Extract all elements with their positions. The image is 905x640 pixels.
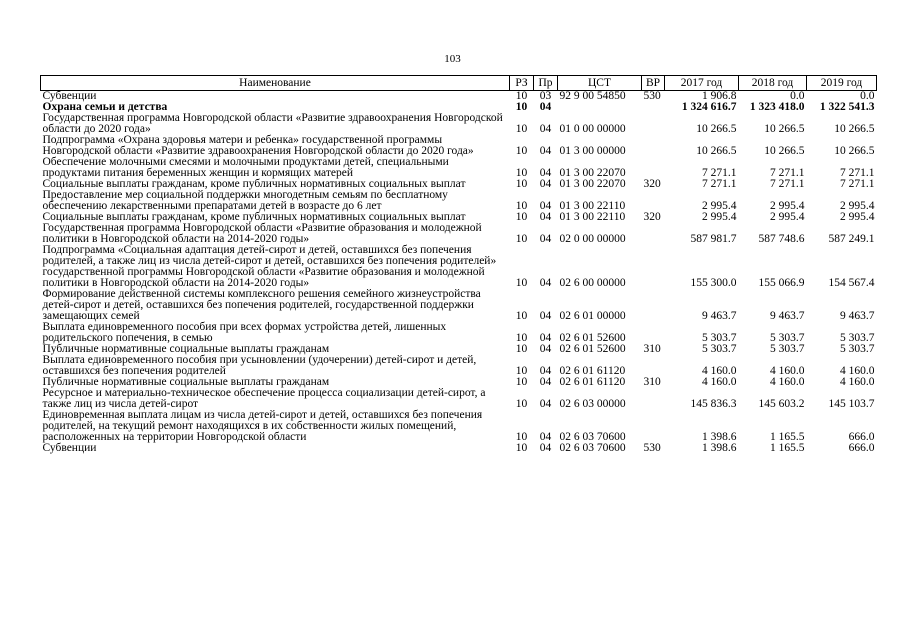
budget-table [40, 75, 877, 454]
cell-rz: 10 [515, 442, 528, 454]
cell-vr [642, 190, 665, 212]
table-row [41, 355, 877, 377]
cell-2017: 5 303.7 [702, 332, 737, 344]
cell-2017: 1 398.6 [702, 442, 737, 454]
cell-pr: 04 [539, 123, 552, 135]
cell-name: Социальные выплаты гражданам, кроме публичных нормативных социальных выплат [42, 211, 466, 223]
cell-2017: 1 324 616.7 [681, 101, 737, 113]
column-header-2018: 2018 год [739, 76, 807, 91]
cell-2018: 4 160.0 [770, 376, 805, 388]
cell-pr: 04 [539, 310, 552, 322]
table-row [41, 245, 877, 289]
cell-2019: 9 463.7 [840, 310, 875, 322]
cell-2018: 10 266.5 [764, 123, 805, 135]
cell-2017: 587 981.7 [690, 233, 737, 245]
cell-2018: 0.0 [790, 90, 805, 102]
cell-cst: 01 0 00 00000 [559, 123, 626, 135]
cell-pr: 04 [539, 376, 552, 388]
cell-pr: 04 [539, 431, 552, 443]
cell-name: Социальные выплаты гражданам, кроме публичных нормативных социальных выплат [42, 178, 466, 190]
cell-2018: 1 165.5 [770, 442, 805, 454]
table-row [41, 135, 877, 157]
cell-cst: 02 6 03 70600 [559, 431, 626, 443]
cell-pr: 04 [539, 277, 552, 289]
cell-2018: 5 303.7 [770, 343, 805, 355]
table-row [41, 410, 877, 443]
cell-cst: 02 0 00 00000 [559, 233, 626, 245]
cell-name: Выплата единовременного пособия при усыновлении (удочерении) детей-сирот и детей, оставшихся без попечения родителей [42, 354, 477, 377]
cell-pr: 04 [539, 145, 552, 157]
column-header-name: Наименование [41, 76, 510, 91]
cell-vr: 530 [643, 442, 661, 454]
cell-pr: 04 [539, 101, 552, 113]
cell-2018: 5 303.7 [770, 332, 805, 344]
table-row [41, 157, 877, 179]
cell-2018: 7 271.1 [770, 167, 805, 179]
cell-2019: 154 567.4 [828, 277, 875, 289]
cell-2019: 2 995.4 [840, 200, 875, 212]
column-header-cst: ЦСТ [558, 76, 642, 91]
cell-rz: 10 [515, 90, 528, 102]
cell-2018: 4 160.0 [770, 365, 805, 377]
cell-rz: 10 [515, 310, 528, 322]
cell-2017: 4 160.0 [702, 376, 737, 388]
cell-name: Предоставление мер социальной поддержки многодетным семьям по бесплатному обеспечению лекарственными препаратами детей в возрасте до 6 лет [42, 189, 448, 212]
cell-name: Формирование действенной системы комплексного решения семейного жизнеустройства детей-сирот и детей, оставшихся без попечения родителей, государственной поддержки замещающих семей [42, 288, 481, 322]
cell-2019: 666.0 [848, 442, 875, 454]
cell-2019: 587 249.1 [828, 233, 875, 245]
cell-vr: 320 [643, 211, 661, 223]
cell-vr [642, 322, 665, 344]
cell-2017: 10 266.5 [696, 123, 737, 135]
cell-pr: 04 [539, 343, 552, 355]
cell-2017: 7 271.1 [702, 167, 737, 179]
cell-rz: 10 [515, 178, 528, 190]
cell-2017: 2 995.4 [702, 211, 737, 223]
table-row [41, 443, 877, 454]
table-row [41, 388, 877, 410]
cell-2018: 155 066.9 [758, 277, 805, 289]
cell-pr: 03 [539, 90, 552, 102]
cell-vr [642, 135, 665, 157]
cell-cst: 92 9 00 54850 [559, 90, 626, 102]
cell-vr [642, 113, 665, 135]
cell-2018: 145 603.2 [758, 398, 805, 410]
cell-2018: 10 266.5 [764, 145, 805, 157]
cell-name: Обеспечение молочными смесями и молочными продуктами детей, специальными продуктами питания беременных женщин и кормящих матерей [42, 156, 449, 179]
cell-vr [642, 245, 665, 289]
cell-name: Публичные нормативные социальные выплаты гражданам [42, 376, 330, 388]
cell-cst: 01 3 00 22070 [559, 178, 626, 190]
cell-2017: 10 266.5 [696, 145, 737, 157]
cell-2017: 1 906.8 [702, 90, 737, 102]
column-header-pr: Пр [534, 76, 558, 91]
cell-name: Подпрограмма «Социальная адаптация детей-сирот и детей, оставшихся без попечения родителей, а также лиц из числа детей-сирот и детей, оставшихся без попечения родителей» государственной программы Новгородской области «Развитие образования и молодежной политики в Новгородской области на 2014-2020 годы» [42, 244, 497, 289]
cell-name: Подпрограмма «Охрана здоровья матери и ребенка» государственной программы Новгородской области «Развитие здравоохранения Новгородской области до 2020 года» [42, 134, 474, 157]
cell-vr: 310 [643, 376, 661, 388]
cell-rz: 10 [515, 277, 528, 289]
cell-2019: 4 160.0 [840, 365, 875, 377]
cell-2018: 1 165.5 [770, 431, 805, 443]
cell-name: Государственная программа Новгородской области «Развитие здравоохранения Новгородской области до 2020 года» [42, 112, 503, 135]
cell-name: Выплата единовременного пособия при всех формах устройства детей, лишенных родительского попечения, в семью [42, 321, 447, 344]
table-row [41, 113, 877, 135]
cell-2017: 1 398.6 [702, 431, 737, 443]
cell-2018: 1 323 418.0 [749, 101, 805, 113]
cell-rz: 10 [515, 365, 528, 377]
cell-2019: 10 266.5 [834, 145, 875, 157]
cell-rz: 10 [515, 200, 528, 212]
cell-cst [558, 102, 642, 113]
cell-pr: 04 [539, 167, 552, 179]
cell-vr [642, 157, 665, 179]
cell-rz: 10 [515, 123, 528, 135]
cell-2019: 7 271.1 [840, 178, 875, 190]
cell-2017: 145 836.3 [690, 398, 737, 410]
cell-rz: 10 [515, 167, 528, 179]
column-header-vr: ВР [642, 76, 665, 91]
cell-rz: 10 [515, 145, 528, 157]
cell-cst: 02 6 00 00000 [559, 277, 626, 289]
cell-name: Единовременная выплата лицам из числа детей-сирот и детей, оставшихся без попечения родителей, на текущий ремонт находящихся в их собственности жилых помещений, расположенных на территории Новгородской области [42, 409, 483, 443]
cell-vr [642, 355, 665, 377]
table-row [41, 322, 877, 344]
cell-2019: 666.0 [848, 431, 875, 443]
cell-name: Охрана семьи и детства [42, 101, 168, 113]
cell-name: Публичные нормативные социальные выплаты гражданам [42, 343, 330, 355]
cell-pr: 04 [539, 398, 552, 410]
cell-rz: 10 [515, 431, 528, 443]
cell-2017: 5 303.7 [702, 343, 737, 355]
cell-rz: 10 [515, 332, 528, 344]
table-row [41, 223, 877, 245]
cell-name: Субвенции [42, 442, 97, 454]
cell-vr: 320 [643, 178, 661, 190]
cell-cst: 02 6 01 61120 [559, 376, 626, 388]
cell-2019: 7 271.1 [840, 167, 875, 179]
cell-cst: 02 6 01 61120 [559, 365, 626, 377]
cell-name: Ресурсное и материально-техническое обеспечение процесса социализации детей-сирот, а также лиц из числа детей-сирот [42, 387, 486, 410]
cell-pr: 04 [539, 211, 552, 223]
table-row [41, 190, 877, 212]
cell-vr [642, 388, 665, 410]
cell-cst: 02 6 01 52600 [559, 332, 626, 344]
cell-pr: 04 [539, 178, 552, 190]
cell-2019: 5 303.7 [840, 343, 875, 355]
cell-2019: 145 103.7 [828, 398, 875, 410]
cell-rz: 10 [515, 343, 528, 355]
cell-2017: 2 995.4 [702, 200, 737, 212]
cell-pr: 04 [539, 442, 552, 454]
cell-cst: 01 3 00 22070 [559, 167, 626, 179]
cell-vr [642, 410, 665, 443]
cell-2017: 155 300.0 [690, 277, 737, 289]
column-header-2019: 2019 год [807, 76, 877, 91]
cell-cst: 02 6 01 00000 [559, 310, 626, 322]
cell-name: Субвенции [42, 90, 97, 102]
cell-pr: 04 [539, 200, 552, 212]
cell-2019: 1 322 541.3 [819, 101, 875, 113]
table-row [41, 289, 877, 322]
cell-2018: 7 271.1 [770, 178, 805, 190]
cell-2019: 10 266.5 [834, 123, 875, 135]
cell-pr: 04 [539, 332, 552, 344]
cell-2018: 9 463.7 [770, 310, 805, 322]
cell-2018: 2 995.4 [770, 211, 805, 223]
cell-2019: 2 995.4 [840, 211, 875, 223]
cell-pr: 04 [539, 365, 552, 377]
cell-rz: 10 [515, 101, 528, 113]
cell-2019: 5 303.7 [840, 332, 875, 344]
cell-2017: 4 160.0 [702, 365, 737, 377]
cell-cst: 02 6 03 00000 [559, 398, 626, 410]
cell-2019: 0.0 [860, 90, 875, 102]
cell-cst: 01 3 00 22110 [559, 200, 626, 212]
cell-vr [642, 223, 665, 245]
cell-2018: 587 748.6 [758, 233, 805, 245]
cell-rz: 10 [515, 376, 528, 388]
cell-vr [642, 289, 665, 322]
cell-vr: 530 [643, 90, 661, 102]
column-header-2017: 2017 год [665, 76, 739, 91]
cell-rz: 10 [515, 211, 528, 223]
table-header [41, 76, 877, 91]
cell-name: Государственная программа Новгородской области «Развитие образования и молодежной политики в Новгородской области на 2014-2020 годы» [42, 222, 482, 245]
cell-rz: 10 [515, 398, 528, 410]
cell-cst: 02 6 03 70600 [559, 442, 626, 454]
cell-vr: 310 [643, 343, 661, 355]
cell-vr [642, 102, 665, 113]
column-header-rz: РЗ [510, 76, 534, 91]
page-number: 103 [444, 53, 461, 65]
cell-cst: 02 6 01 52600 [559, 343, 626, 355]
cell-2017: 9 463.7 [702, 310, 737, 322]
cell-2018: 2 995.4 [770, 200, 805, 212]
cell-cst: 01 3 00 00000 [559, 145, 626, 157]
cell-pr: 04 [539, 233, 552, 245]
cell-2017: 7 271.1 [702, 178, 737, 190]
cell-rz: 10 [515, 233, 528, 245]
cell-2019: 4 160.0 [840, 376, 875, 388]
cell-cst: 01 3 00 22110 [559, 211, 626, 223]
